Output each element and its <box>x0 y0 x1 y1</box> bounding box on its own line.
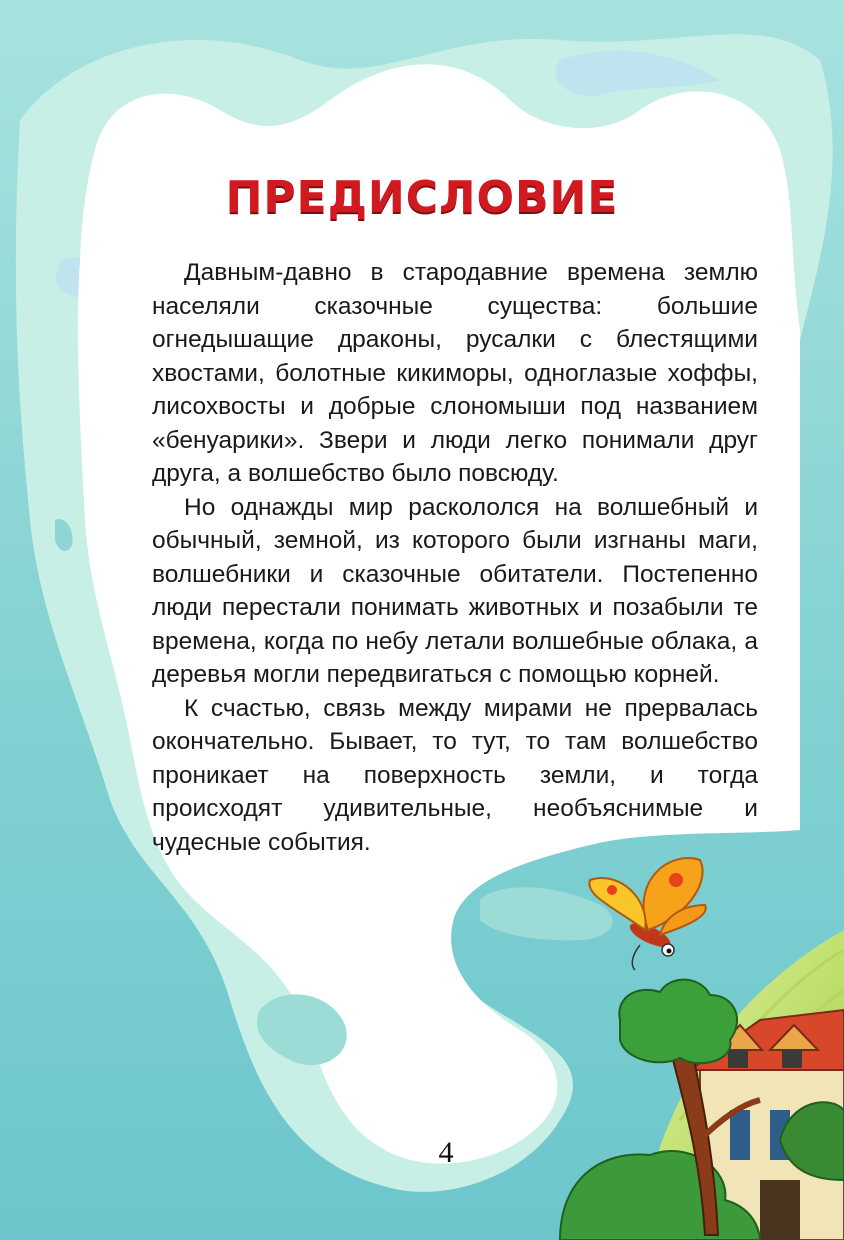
foreword-text <box>152 256 758 859</box>
page-title: ПРЕДИСЛОВИЕ <box>225 172 619 223</box>
page-number: 4 <box>438 1136 454 1169</box>
paragraph-3: К счастью, связь между мирами не прервалась окончательно. Бывает, то тут, то там волшебство проникает на поверхность земли, и тогда происходят удивительные, необъяснимые и чудесные события. <box>152 694 758 856</box>
paragraph-1: Давным-давно в стародавние времена землю населяли сказочные существа: большие огнедышащие драконы, русалки с блестящими хвостами, болотные кикиморы, одноглазые хоффы, лисохвосты и добрые слономыши под названием «бенуарики». Звери и люди легко понимали друг друга, а волшебство было повсюду. <box>152 259 758 487</box>
paragraph-2: Но однажды мир раскололся на волшебный и обычный, земной, из которого были изгнаны маги, волшебники и сказочные обитатели. Постепенно люди перестали понимать животных и позабыли те времена, когда по небу летали волшебные облака, а деревья могли передвигаться с помощью корней. <box>152 493 758 688</box>
